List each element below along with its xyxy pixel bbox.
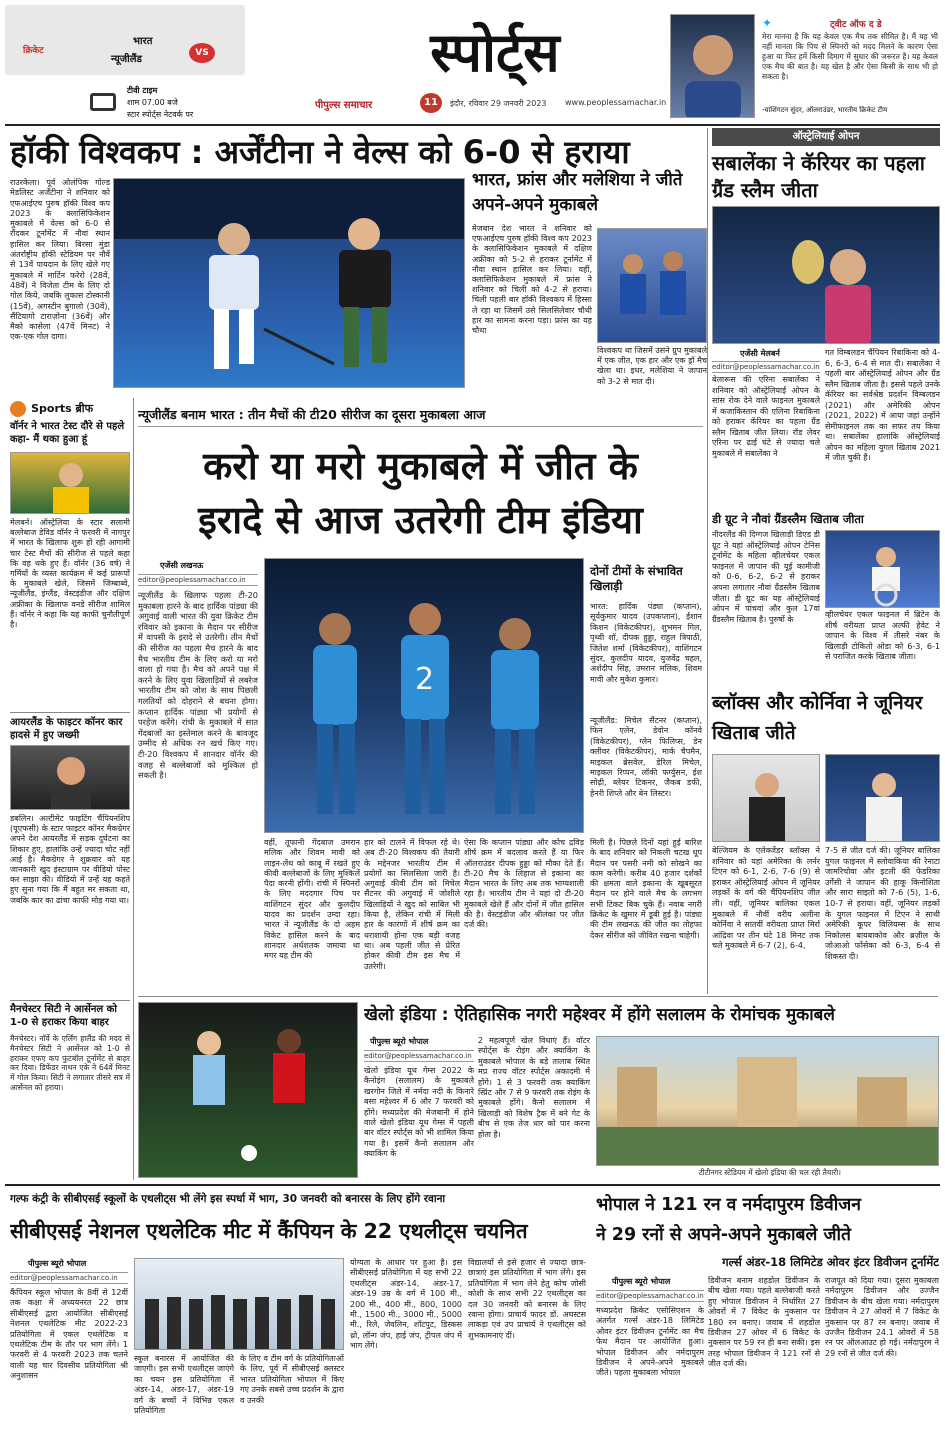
khelo-body-col2: 2 महत्वपूर्ण खेल विधाएं हैं। वॉटर स्पोर्ट्स के रोइंग और क्याकिंग के मुकाबले भोपाल के बड़े तालाब स्थित मप्र राज्य वॉटर स्पोर्ट्स अकादमी में होंगे। 1 से 3 फरवरी तक क्याकिंग स्प्रिंट और 7 से 9 फरवरी तक रोइंग के मुकाबले होंगे। कैनो सलालम में खिलाड़ी को विशेष ट्रैक में बने गेट के बीच से एक तेज धार को पार करना होता है। [478,1036,590,1139]
junior-boy-illustration [713,755,820,842]
aus-open-body-col1: बेलारूस की एरिना सबालेंका ने शनिवार को ऑस्ट्रेलियाई ओपन के सांस रोक देने वाले फाइनल मुकाबले में कजाकिस्तान की एलिना रिबाकिना को हराकर कॅरियर का पहला ग्रैंड स्लैम खिताब जीत लिया। रॉड लेवर एरिना पर ढाई घंटे से ज्यादा चले मुकाबले में सबालेंका ने [712,375,820,458]
hockey-sub-body: मेजबान देश भारत ने शनिवार को एफआईएच पुरुष हॉकी विश्व कप 2023 के क्लासिफिकेशन मुकाबले में दक्षिण अफ्रीका को 5-2 से हराकर टूर्नामेंट में नौवा स्थान हासिल कर लिया। वहीं, क्लासिफिकेशन मुकाबले में फ्रांस ने शनिवार को चिली को 4-2 से हराया। चिली पहली बार हॉकी विश्वकप में हिस्सा ले रहा था जिसमें उसे सिलसिलेवार चौथी हार का सामना करना पड़ा। फ्रांस का यह चौथा [472,224,592,336]
cricket-headline-1: करो या मरो मुकाबले में जीत के [203,444,638,488]
sports-brief-text: Sports ब्रीफ [31,402,94,415]
cbse-body-col4: योग्यता के आधार पर हुआ है। इस सीबीएसई प्रतियोगिता में यह सभी 22 एथलीट्स अंडर-14, अंडर-17, अंडर-19 उम्र के वर्ग में 100 मी., 200 मी., 400 मी., 800, 1000 मी., 1500 मी., 3000 मी., 5000 मी., रिले, जेवलिन, शॉटपुट, डिस्कस थ्रो, लॉन्ग जंप, हाई जंप, ट्रीपल जंप में भाग लेंगे। [350,1258,462,1351]
aus-open-headline: सबालेंका ने कॅरियर का पहला ग्रैंड स्लैम जीता [712,151,925,202]
cbse-headline: सीबीएसई नेशनल एथलेटिक मीट में कैंपियन के 22 एथलीट्स चयनित [10,1219,528,1243]
hockey-headline: हॉकी विश्वकप : अर्जेंटीना ने वेल्स को 6-0 से हराया [10,133,630,171]
bhopal-email: editor@peoplessamachar.co.in [596,1292,704,1300]
brief1-body: मेलबर्न। ऑस्ट्रेलिया के स्टार सलामी बल्लेबाज डेविड वॉर्नर ने फरवरी में नागपुर में भारत के खिलाफ शुरू हो रही आगामी चार टेस्ट मैचों की सीरीज से पहले कहा कि वह थके हुए हैं। वॉर्नर (36 वर्ष) ने गर्मियों के व्यस्त कार्यक्रम में कई प्रारूपों के मुकाबले खेले, जिसमें जिम्बाब्वे, न्यूजीलैंड, इंग्लैंड, वेस्टइंडीज और दक्षिण अफ्रीका के खिलाफ वनडे सीरीज शामिल हैं। वॉर्नर ने कहा कि यह काफी चुनौतीपूर्ण है। [10,518,130,630]
cricket-body-mid2: हार को टालने में विफल रहे थे। अब टी-20 विश्वकप की तैयारी के मद्देनजर भारतीय टीम में प्रयोगों का सिलसिला जारी है। अगुवाई कीवी टीम को मिचेल सैंटनर की अगुवाई में जोशीले खिलाड़ियों ने खुद को साबित भी किया है, लेकिन रांची में मिली हार के कारणों में शीर्ष क्रम का धराशायी होना एक बड़ी वजह था। अब पहली जीत से प्रेरित होकर कीवी टीम इस मैच में उतरेगी। [364,838,460,971]
khelo-headline: खेलो इंडिया : ऐतिहासिक नगरी महेश्वर में होंगे सलालम के रोमांचक मुकाबले [364,1005,835,1025]
column-rule-left [133,398,134,1180]
sundar-photo [670,14,755,118]
brief2-body: डबलिन। अल्टीमेट फाइटिंग चैंपियनशिप (यूएफसी) के स्टार फाइटर कॉनर मैकग्रेगर अपने देश आयरलैंड में सड़क दुर्घटना का शिकार हुए, हालांकि उन्हें ज्यादा चोट नहीं आई है। मैकग्रेगर ने शुक्रवार को यह जानकारी खुद इंस्टाग्राम पर वीडियो पोस्ट कर साझा की। वीडियो में उन्हें यह कहते हुए सुना गया कि मैं बहुत मर सकता था, जबकि कार का ढांचा काफी मोड़ गया था। [10,814,130,905]
twitter-icon: ✦ [762,16,773,30]
bhopal-body-col3: राजपूत को दिया गया। दूसरा मुकाबला नर्मदापुरम डिवीजन और उज्जैन डिवीजन के बीच खेला गया। नर्मदापुरम डिवीजन ने 27 ओवरों में 7 विकेट के नुकसान पर 87 रन बनाए। जवाब में उज्जैन डिवीजन 24.1 ओवरों में 58 रन पर ऑलआउट हो गई। नर्मदापुरम ने 29 रनों से जीत दर्ज की। [825,1276,939,1358]
campion-athletes-photo [134,1258,344,1350]
team-india: भारत [133,36,153,47]
mcgregor-illustration [11,746,130,810]
wheelchair-player-illustration [826,531,940,608]
aus-open-body-col2: गत विम्बलडन चैंपियन रिबाकिना को 4-6, 6-3, 6-4 से मात दी। सबालेंका ने पहली बार ऑस्ट्रेलियाई ओपन और ग्रैंड स्लैम खिताब जीता है। इससे पहले उनके कॅरियर का सर्वश्रेष्ठ प्रदर्शन विम्बलडन (2021) और अमेरिकी ओपन (2021, 2022) में आया जहां उन्होंने सेमीफाइनल तक का सफर तय किया था। सबालेंका हालांकि ऑस्ट्रेलियाई ओपन का महिला युगल खिताब 2021 में जीत चुकी हैं। [825,348,940,462]
stadium-illustration [597,1037,939,1166]
junior-girl-illustration [826,755,940,842]
brief-divider-2 [10,1000,130,1001]
bhopal-byline: पीपुल्स ब्यूरो भोपाल [612,1277,671,1286]
athletes-group-illustration [135,1259,344,1350]
cricket-body-mid1: वहीं, तूफानी गेंदबाज उमरान मलिक और शिवम मावी को लाइन-लेंथ को काबू में रखते हुए कीवी बल्लेबाजों के लिए मुश्किलें पैदा करनी होंगी। रांची में स्पिनरों के लिए मददगार पिच पर वाशिंगटन सुंदर और कुलदीप यादव का प्रदर्शन उम्दा रहा। भारत ने न्यूजीलैंड के दो अहम विकेट हासिल करने के बाद शानदार अर्धशतक जमाया था मगर यह टीम की [264,838,360,961]
masthead-divider [5,124,940,126]
junior-headline: ब्लॉक्स और कोर्निवा ने जूनियर खिताब जीते [712,692,923,744]
column-rule-right [707,128,708,994]
bhopal-headline-1: भोपाल ने 121 रन व नर्मदापुरम डिवीजन [596,1195,861,1215]
hockey-body: राउरकेला। पूर्व ओलंपिक गोल्ड मेडलिस्ट अर्जेंटीना ने शनिवार को एफआईएच पुरुष हॉकी विश्व कप 2023 के क्लासिफिकेशन मुकाबले में वेल्स को 6-0 से रौंदकर टूर्नामेंट में नौवां स्थान हासिल कर लिया। बिरसा मुंडा अंतर्राष्ट्रीय हॉकी स्टेडियम पर नौवें से 13वें पायदान के लिए खेले गए मुकाबले में मार्टिन फरेरो (28वें, 48वें) ने विजेता टीम के लिए दो गोल किये, जबकि लुकास टोस्कानी (15वें), अगस्टीन बुगालो (30वें), सैंटियागो टाराज़ोना (36वें) और मैको कासेला (47वें मिनट) ने एक-एक गोल दागा। [10,178,110,342]
warner-photo [10,452,130,514]
man-city-photo [138,1002,358,1178]
cbse-byline: पीपुल्स ब्यूरो भोपाल [28,1259,87,1268]
probable-nz: न्यूजीलैंड: मिचेल सैंटनर (कप्तान), फिन एलेन, डेवोन कॉनवे (विकेटकीपर), ग्लेन फिलिप्स, डेन क्लीवर (विकेटकीपर), मार्क चैपमैन, माइकल ब्रेसवेल, डेरिल मिचेल, माइकल रिप्पन, लॉकी फर्ग्युसन, ईश सोढ़ी, ब्लेयर टिकनर, जैकब डफी, हेनरी शिप्ले और बेन लिस्टर। [590,716,702,798]
degroot-headline: डी ग्रूट ने नौवां ग्रैंडस्लैम खिताब जीता [712,512,864,526]
mcgregor-photo [10,745,130,810]
blockx-photo [712,754,820,842]
cricket-headline-2: इरादे से आज उतरेगी टीम इंडिया [198,498,643,542]
team-india-photo [264,558,584,833]
cbse-kicker: गल्फ कंट्री के सीबीएसई स्कूलों के एथलीट्स भी लेंगे इस स्पर्धा में भाग, 30 जनवरी को बनारस के लिए होंगे रवाना [10,1193,446,1205]
khelo-byline: पीपुल्स ब्यूरो भोपाल [370,1037,429,1046]
bhopal-body-col2: डिवीजन बनाम शहडोल डिवीजन के बीच खेला गया। पहले बल्लेबाजी करते हुए भोपाल डिवीजन ने निर्धारित 27 ओवरों में 7 विकेट के नुकसान पर 180 रन बनाए। जवाब में शहडोल डिवीजन 27 ओवर में 6 विकेट के नुकसान पर 59 रन ही बना सकी। इस तरह भोपाल डिवीजन ने 121 रनों से जीत दर्ज की। [708,1276,820,1369]
probable-india: भारत: हार्दिक पंड्या (कप्तान), सूर्यकुमार यादव (उपकप्तान), ईशान किशन (विकेटकीपर), शुभमन गिल, पृथ्वी शॉ, दीपक हुड्डा, राहुल त्रिपाठी, जितेश शर्मा (विकेटकीपर), वाशिंगटन सुंदर, कुलदीप यादव, युजवेंद्र चहल, अर्शदीप सिंह, उमरान मलिक, शिवम मावी और मुकेश कुमार। [590,602,702,684]
junior-body-col1: बेल्जियम के एलेक्जेंडर ब्लॉक्स ने शनिवार को यहां अमेरिका के लर्नर टिएन को 6-1, 2-6, 7-6 (9) से हराकर ऑस्ट्रेलियाई ओपन में जूनियर लड़कों के वर्ग की चैंपियनशिप जीत ली। वहीं, जूनियर बालिका एकल मुकाबले में नौवीं वरीय अलीना कोर्निवा ने सातवीं वरीयता प्राप्त मिर्रा आंद्रिवा पर तीन घंटे 18 मिनट तक चले मुकाबले में 6-7 (2), 6-4, [712,846,820,951]
brief2-headline: आयरलैंड के फाइटर कॉनर कार हादसे में हुए जख्मी [10,717,123,741]
tweet-text: मेरा मानना है कि यह केवल एक मैच तक सीमित है। मैं यह भी नहीं मानता कि पिच से स्पिनरों को मदद मिलने के कारण ऐसा हुआ या फिर हमें किसी दिमाग में सुधार की जरूरत है। यह केवल एक मैच की बात है। यह खेल है और ऐसा किसी के साथ भी हो सकता है। [762,32,938,81]
cbse-email: editor@peoplessamachar.co.in [10,1272,128,1284]
hockey-photo [113,178,465,388]
cricket-body-mid4: मिली है। पिछले दिनों यहां हुई बारिश के बाद शनिवार को निकली चटख धूप मैदान पर पसरी नमी को सोखने का काम करेगी। करीब 40 हजार दर्शकों की क्षमता वाले इकाना के खूबसूरत मैदान पर होने वाले मैच के लगभग सभी टिकट बिक चुके हैं। नवाब नगरी क्रिकेट के खुमार में डूबी हुई है। पांड्या की टीम लखनऊ की जीत का तोहफा देकर सीरीज को जीवित रखना चाहेगी। [590,838,702,940]
team-celebration-illustration [598,229,707,343]
stadium-caption: टीटीनगर स्टेडियम में खेलो इंडिया की चल रही तैयारी। [699,1168,841,1177]
aus-open-email: editor@peoplessamachar.co.in [712,363,820,371]
cricket-body-left: न्यूजीलैंड के खिलाफ पहला टी-20 मुकाबला हारने के बाद हार्दिक पांड्या की अगुवाई वाली भारत की युवा क्रिकेट टीम रविवार को इकाना के मैदान पर सीरीज में वापसी के इरादे से उतरेगी। तीन मैचों की सीरीज का पहला मैच हारने के बाद मैच भारतीय टीम के लिए करो या मरो वाला हो गया है। मैच को अपने पक्ष में करने के लिए युवा खिलाड़ियों से लबरेज भारतीय टीम को जोश के साथ पिछली गलतियों को दोहराने से बचना होगा। कप्तान हार्दिक पांड्या भी प्रयोगों से परहेज करेंगे। रांची के मुकाबले में सात गेंदबाजों का इस्तेमाल करने के बावजूद उम्मीद से अधिक रन खर्च किए गए। टी-20 विश्वकप में शानदार वॉर्नर की वजह से बल्लेबाजों को मुश्किल हो सकती है। [138,590,258,781]
cricket-kicker: न्यूजीलैंड बनाम भारत : तीन मैचों की टी20 सीरीज का दूसरा मुकाबला आज [138,404,703,427]
cbse-divider [5,1184,940,1186]
tweet-label: ट्वीट ऑफ द डे [830,20,882,30]
khelo-divider [138,996,938,997]
team-nz: न्यूजीलैंड [111,54,142,65]
cricket-body-mid3: ऐसा कि कप्तान पांड्या और कोच द्रविड़ शीर्ष क्रम में बदलाव करते हैं या फिर ऑलराउंडर दीपक हुड्डा को मौका देते हैं। टी-20 मैच के लिहाज से इकाना का मैदान भारत के लिए अब तक भाग्यशाली रहा है। भारतीय टीम ने यहां दो टी-20 मुकाबले खेले हैं और दोनों में जीत हासिल की है। वेस्टइंडीज और श्रीलंका पर जीत दर्ज की। [464,838,584,930]
khelo-body-col1: खेलो इंडिया यूथ गेम्स 2022 के कैनोइंग (सलालम) के मुकाबले खरगोन जिले में नर्मदा नदी के किनारे बसा महेश्वर में 6 और 7 फरवरी को होंगे। मध्यप्रदेश की मेजबानी में होने वाले खेलो इंडिया यूथ गेम्स में पहली बार वॉटर स्पोर्ट्स को भी शामिल किया गया है। इसमें कैनो सलालम और क्याकिंग के [364,1066,474,1159]
korneeva-photo [825,754,940,842]
sports-brief-icon [10,401,26,417]
hockey-sub-caption: विश्वकप था जिसमें उसने ग्रुप मुकाबले में एक जीत, एक हार और एक ड्रॉ मैच खेला था। इधर, मलेशिया ने जापान को 3-2 से मात दी। [597,346,707,386]
vs-badge: VS [189,43,215,63]
tv-line2: शाम 07.00 बजे [127,98,178,107]
svg-text:2: 2 [415,662,435,697]
website: www.peoplessamachar.in [565,98,667,107]
aus-open-byline: एजेंसी मेलबर्न [740,349,780,358]
probable-title: दोनों टीमों के संभावित खिलाड़ी [590,564,683,593]
aus-open-kicker: ऑस्ट्रेलियाई ओपन [712,128,940,146]
degroot-photo [825,530,940,608]
sports-brief-label [10,398,130,420]
hockey-players-illustration [114,179,465,388]
cricket-byline: एजेंसी लखनऊ [160,561,204,570]
sabalenka-photo [712,206,940,344]
degroot-caption: व्हीलचेयर एकल फाइनल में ब्रिटेन के शीर्ष वरीयता प्राप्त अल्फी हेवेट ने जापान के विश्व में तीसरे नंबर के खिलाड़ी टोकितो ओडा को 6-3, 6-1 से पराजित करके खिताब जीता। [825,610,940,662]
tv-line3: स्टार स्पोर्ट्स नेटवर्क पर [127,110,194,119]
page-number: 11 [420,93,442,113]
bhopal-kicker: गर्ल्स अंडर-18 लिमिटेड ओवर इंटर डिवीजन टूर्नामेंट [722,1255,939,1269]
hockey-sub-headline: भारत, फ्रांस और मलेशिया ने जीते अपने-अपने मुकाबले [472,170,683,215]
cbse-body-col1: कैंपियन स्कूल भोपाल के 8वीं से 12वीं तक कक्षा में अध्ययनरत 22 छात्र सीबीएसई द्वारा आयोजित सीबीएसई नेशनल एथलेटिक मीट 2022-23 प्रतियोगिता में एकल एथलेटिक व एथलेटिक टीम के तौर पर भाग लेंगे। 1 फरवरी से 4 फरवरी 2023 तक चलने वाली यह चार दिवसीय प्रतियोगिता श्री अनुशासन [10,1288,128,1381]
tweet-author: -वाशिंगटन सुंदर, ऑलराउंडर, भारतीय क्रिकेट टीम [762,106,888,114]
player-silhouette [671,15,755,118]
ad-label: क्रिकेट [23,46,44,56]
india-hockey-photo [597,228,707,343]
brief3-body: मैनचेस्टर। नॉर्वे के एर्लिंग हालैंड की मदद से मैनचेस्टर सिटी ने आर्सेनल को 1-0 से हराकर एफए कप फुटबॉल टूर्नामेंट से बाहर कर दिया। डिफेंडर नाथन एके ने 64वें मिनट में गोल किया। सिटी ने लगातार तीसरे सत्र में आर्सेनल को हराया। [10,1034,130,1092]
tv-line1: टीवी टाइम [127,86,158,95]
brief1-headline: वॉर्नर ने भारत टेस्ट दौरे से पहले कहा- मैं थका हुआ हूं [10,421,125,445]
dateline: इंदौर, रविवार 29 जनवरी 2023 [450,99,547,108]
page-title: स्पोर्ट्स [430,20,560,84]
cbse-body-col5: विद्यालयों से इसे हजार से ज्यादा छात्र-छात्राएं इस प्रतियोगिता में भाग लेंगे। इस प्रतियोगिता में भाग लेने हेतु कोच जोसी कोशी के साथ सभी 22 एथलीट्स का दल 30 जनवरी को बनारस के लिए रवाना होगा। प्राचार्य फादर डॉ. अघस्टस लाकड़ा एवं उप प्राचार्य ने एथलीट्स को शुभकामनाएं दीं। [468,1258,586,1340]
brand-name: पीपुल्स समाचार [315,100,373,111]
tweet-box [670,14,940,121]
junior-body-col2: 7-5 से जीत दर्ज की। जूनियर बालिका युगल फाइनल में स्लोवाकिया की रेनाटा जामरिचोवा और इटली की फेडरिका उर्गेसी ने जापान की हाकू किनोशिता और सारा साइतो को 7-6 (5), 1-6, 10-7 से हराया। वहीं, जूनियर लड़कों के युगल फाइनल में टिएन ने साथी अमेरिकी कूपर विलियम्स के साथ निकोलस बायबाकोव और ब्रज़ील के जोआओ फोंसेका को 6-3, 6-4 से शिकस्त दी। [825,846,940,961]
khelo-email: editor@peoplessamachar.co.in [364,1050,474,1062]
trophy-illustration [713,207,940,344]
bhopal-headline-2: ने 29 रनों से अपने-अपने मुकाबले जीते [596,1225,851,1245]
masthead-left [5,5,245,123]
cricket-email: editor@peoplessamachar.co.in [138,574,258,586]
stadium-photo [596,1036,939,1166]
cbse-body-col3: के लिए व टीम वर्ग के प्रतियोगिताओं के लिए, पूर्व में सीबीएसई क्लस्टर भारत प्रतियोगिता भोपाल में किए गए उनके सबसे उच्च प्रदर्शन के द्वारा व उनकी [240,1354,344,1405]
brief3-headline: मैनचेस्टर सिटी ने आर्सेनल को 1-0 से हराकर किया बाहर [10,1004,117,1028]
degroot-body: नीदरलैंड की दिग्गज खिलाड़ी डिएड डी ग्रूट ने यहां ऑस्ट्रेलियाई ओपन टेनिस टूर्नामेंट के महिला व्हीलचेयर एकल फाइनल में जापान की यूई कामीजी को 0-6, 6-2, 6-2 से हराकर अपना लगातार नौवां ग्रैंडस्लैम खिताब जीता। डी ग्रूट का यह ऑस्ट्रेलियाई ओपन में पांचवां और कुल 17वां ग्रैंडस्लैम खिताब है। पुरुषों के [712,530,820,624]
bhopal-body-col1: मध्यप्रदेश क्रिकेट एसोसिएशन के अंतर्गत गर्ल्स अंडर-18 लिमिटेड ओवर इंटर डिवीजन टूर्नामेंट का मैच फेथ मैदान पर आयोजित हुआ। भोपाल डिवीजन और नर्मदापुरम डिवीजन ने अपने-अपने मुकाबले जीते। पहला मुकाबला भोपाल [596,1306,704,1378]
brief-divider-1 [10,712,130,713]
team-india-celebration-illustration [265,559,584,833]
tv-icon [90,93,116,111]
football-match-illustration [139,1003,358,1178]
warner-illustration [11,453,130,514]
cbse-body-col2: स्कूल बनारस में आयोजित की जाएगी। इस सभी एथलीट्स जाएंगे का चयन इस प्रतियोगिता में अंडर-14, अंडर-17, अंडर-19 वर्ग के बच्चों ने विभिन्न एकल प्रतियोगिता [134,1354,234,1416]
